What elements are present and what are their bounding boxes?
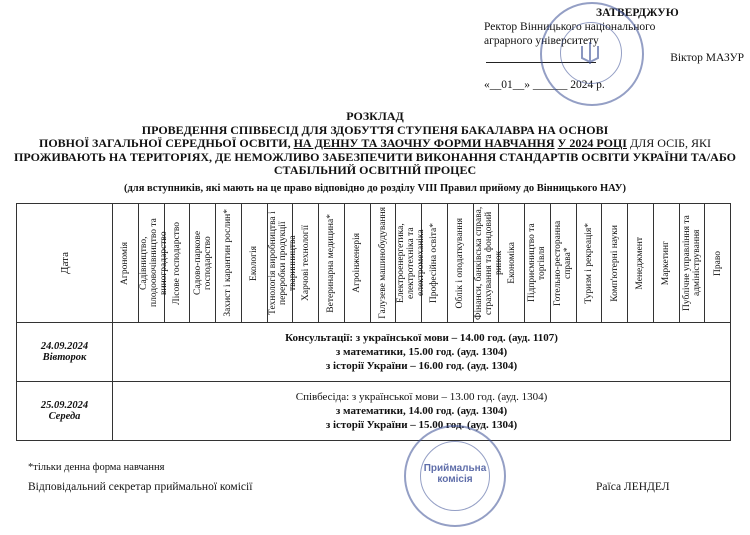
row-date: 25.09.2024 xyxy=(40,400,89,411)
column-header-specialty: Право xyxy=(705,204,731,323)
schedule-line2: з математики, 14.00 год. (ауд. 1304) xyxy=(335,405,508,417)
column-header-specialty: Менеджмент xyxy=(628,204,654,323)
column-header-specialty: Захист і карантин рослин* xyxy=(216,204,242,323)
column-header-specialty: Технологія виробництва і переробки продукції тваринництва xyxy=(267,204,293,323)
column-header-specialty: Фінанси, банківська справа, страхування та фондовий ринок xyxy=(473,204,499,323)
approval-title: ЗАТВЕРДЖУЮ xyxy=(596,7,679,19)
column-header-specialty: Екологія xyxy=(241,204,267,323)
column-header-specialty: Галузеве машинобудування xyxy=(370,204,396,323)
row-date: 24.09.2024 xyxy=(40,341,89,352)
title-line-2: ПОВНОЇ ЗАГАЛЬНОЇ СЕРЕДНЬОЇ ОСВІТИ, НА ДЕННУ ТА ЗАОЧНУ ФОРМИ НАВЧАННЯ У 2024 РОЦІ ДЛЯ ОСІБ, ЯКІ xyxy=(38,136,711,150)
column-header-specialty: Економіка xyxy=(499,204,525,323)
title-line-1: ПРОВЕДЕННЯ СПІВБЕСІД ДЛЯ ЗДОБУТТЯ СТУПЕНЯ БАКАЛАВРА НА ОСНОВІ xyxy=(141,122,609,137)
row-date-cell xyxy=(17,382,113,441)
row-day: Вівторок xyxy=(42,352,87,363)
column-header-specialty: Облік і оподаткування xyxy=(447,204,473,323)
column-header-specialty: Ветеринарна медицина* xyxy=(319,204,345,323)
schedule-line3: з історії України – 16.00 год. (ауд. 1304) xyxy=(325,360,518,372)
approval-date: «__01__» ______ 2024 р. xyxy=(484,79,605,91)
document-title: РОЗКЛАД xyxy=(346,109,404,123)
table-row xyxy=(17,323,731,382)
column-header-specialty: Комп'ютерні науки xyxy=(602,204,628,323)
row-schedule-cell xyxy=(113,323,731,382)
admissions-stamp-text: Приймальна комісія xyxy=(423,463,487,485)
row-day: Середа xyxy=(48,411,81,422)
approval-signer: Віктор МАЗУР xyxy=(670,52,744,64)
secretary-name: Раїса ЛЕНДЕЛ xyxy=(596,481,670,493)
trident-icon xyxy=(577,40,603,66)
column-header-specialty: Агроінженерія xyxy=(344,204,370,323)
table-header-row xyxy=(17,204,731,323)
row-schedule-cell xyxy=(113,382,731,441)
secretary-title: Відповідальний секретар приймальної комісії xyxy=(28,481,253,493)
schedule-line1: Консультації: з української мови – 14.00 год. (ауд. 1107) xyxy=(285,332,558,344)
schedule-line2: з математики, 15.00 год. (ауд. 1304) xyxy=(335,346,508,358)
column-header-specialty: Садівництво, плодоовочівництво та виноградарство xyxy=(138,204,164,323)
university-seal-stamp xyxy=(540,2,644,106)
column-header-specialty: Професійна освіта* xyxy=(422,204,448,323)
schedule-line3: з історії України – 15.00 год. (ауд. 1304) xyxy=(325,419,518,431)
title-line-3: ПРОЖИВАЮТЬ НА ТЕРИТОРІЯХ, ДЕ НЕМОЖЛИВО ЗАБЕЗПЕЧИТИ ВИКОНАННЯ СТАНДАРТІВ ОСВІТИ УКРАЇНИ ТА/АБО xyxy=(13,149,737,164)
schedule-table xyxy=(16,203,731,441)
column-header-specialty: Туризм і рекреація* xyxy=(576,204,602,323)
column-header-specialty: Підприємництво та торгівля xyxy=(525,204,551,323)
table-row xyxy=(17,382,731,441)
column-header-specialty: Садово-паркове господарство xyxy=(190,204,216,323)
approval-position-line1: Ректор Вінницького національного xyxy=(484,21,656,33)
column-header-specialty: Готельно-ресторанна справа* xyxy=(550,204,576,323)
column-header-specialty: Харчові технології xyxy=(293,204,319,323)
document-title-block xyxy=(0,110,750,195)
approval-position-line2: аграрного університету xyxy=(484,35,599,47)
title-line-4: СТАБІЛЬНИЙ ОСВІТНІЙ ПРОЦЕС xyxy=(273,163,477,177)
footnote: *тільки денна форма навчання xyxy=(28,462,165,473)
schedule-line1: Співбесіда: з української мови – 13.00 год. (ауд. 1304) xyxy=(295,391,548,403)
row-date-cell xyxy=(17,323,113,382)
admissions-stamp xyxy=(404,425,506,527)
column-header-specialty: Маркетинг xyxy=(653,204,679,323)
column-header-specialty: Електроенергетика, електротехніка та електромеханіка xyxy=(396,204,422,323)
column-header-date: Дата xyxy=(17,204,113,323)
column-header-specialty: Лісове господарство xyxy=(164,204,190,323)
column-header-specialty: Публічне управління та адміністрування xyxy=(679,204,705,323)
column-header-specialty: Агрономія xyxy=(113,204,139,323)
title-note: (для вступників, які мають на це право відповідно до розділу VIII Правил прийому до Вінницького НАУ) xyxy=(124,182,626,194)
